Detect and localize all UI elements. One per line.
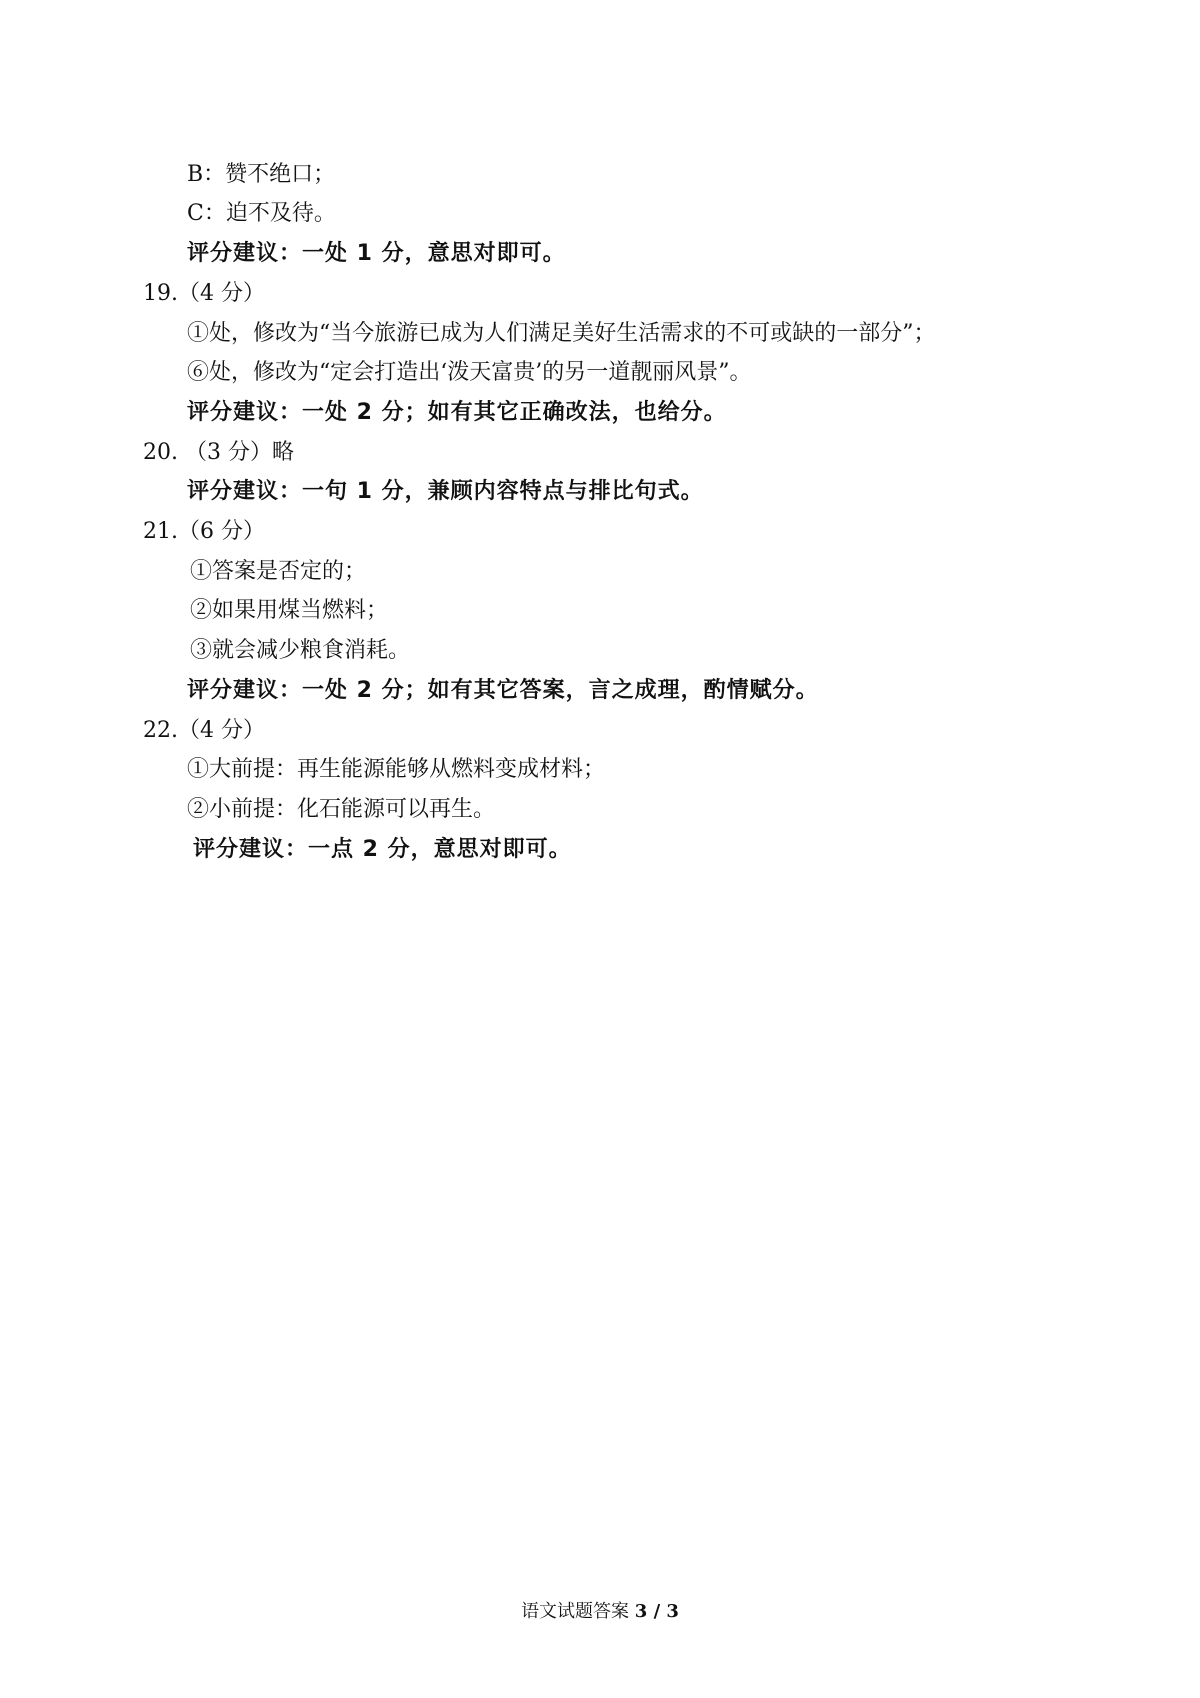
scoring-q18: 评分建议：一处 1 分，意思对即可。: [187, 241, 566, 266]
question-19-heading: 19.（4 分）: [143, 281, 265, 306]
answer-q19-item-6: ⑥处，修改为“定会打造出‘泼天富贵’的另一道靓丽风景”。: [187, 360, 752, 385]
answer-q22-item-2: ②小前提：化石能源可以再生。: [187, 797, 496, 822]
question-20-heading: 20. （3 分）略: [143, 440, 294, 465]
answer-q19-item-1: ①处，修改为“当今旅游已成为人们满足美好生活需求的不可或缺的一部分”；: [187, 321, 936, 346]
scoring-q21: 评分建议：一处 2 分；如有其它答案，言之成理，酌情赋分。: [187, 678, 819, 703]
scoring-q20: 评分建议：一句 1 分，兼顾内容特点与排比句式。: [187, 479, 704, 504]
question-22-heading: 22.（4 分）: [143, 718, 265, 743]
answer-q21-item-2: ②如果用煤当燃料；: [190, 598, 389, 623]
scoring-q22: 评分建议：一点 2 分，意思对即可。: [193, 837, 572, 862]
answer-q18-c: C：迫不及待。: [187, 201, 336, 226]
answer-q18-b: B：赞不绝口；: [187, 162, 336, 187]
footer-page-number: 3 / 3: [634, 1601, 679, 1622]
footer-label: 语文试题答案: [521, 1601, 630, 1622]
question-21-heading: 21.（6 分）: [143, 519, 265, 544]
page-footer: [0, 1600, 1200, 1624]
answer-q22-item-1: ①大前提：再生能源能够从燃料变成材料；: [187, 757, 606, 782]
answer-q21-item-3: ③就会减少粮食消耗。: [190, 638, 411, 663]
scoring-q19: 评分建议：一处 2 分；如有其它正确改法，也给分。: [187, 400, 727, 425]
answer-q21-item-1: ①答案是否定的；: [190, 559, 367, 584]
